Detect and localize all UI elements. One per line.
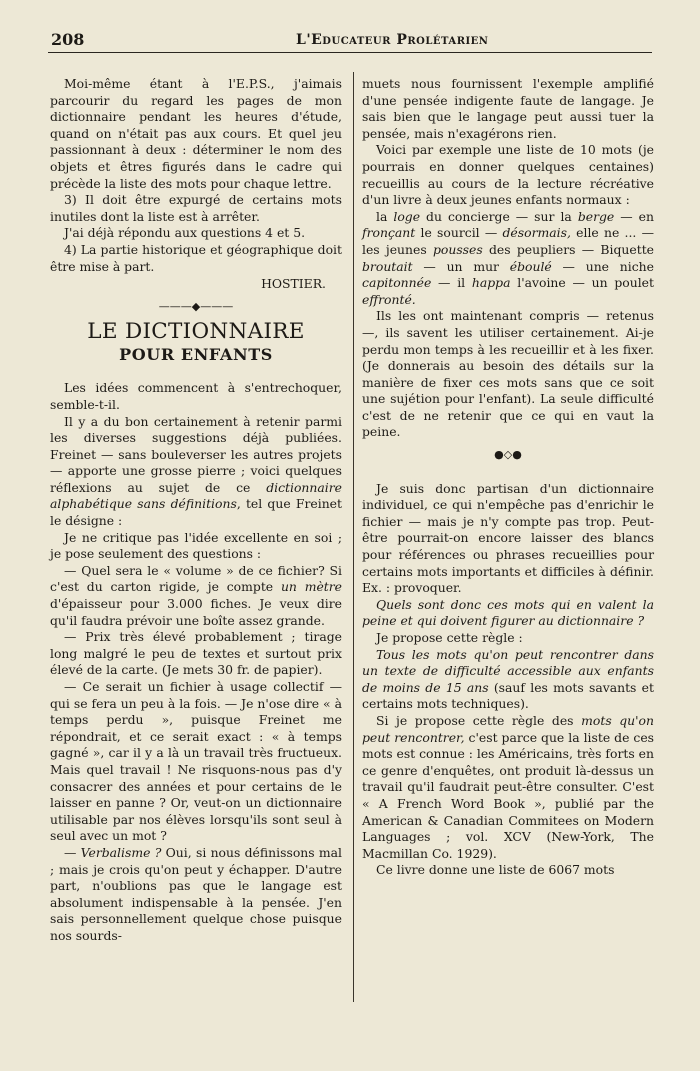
section-ornament: ●◇● [494, 448, 522, 462]
paragraph: Moi-même étant à l'E.P.S., j'aimais parcourir du regard les pages de mon dictionnaire pendant les heures d'étude, quand on n'était pas aux cours. Et quel jeu passionnant à deux : déterminer le nom des objets et êtres figurés dans le cadre qui précède la liste des mots pour chaque lettre. [50, 76, 342, 191]
paragraph: Tous les mots qu'on peut rencontrer dans un texte de difficulté accessible aux enfants de moins de 15 ans (sauf les mots savants et certains mots techniques). [362, 646, 654, 712]
paragraph: Je ne critique pas l'idée excellente en soi ; je pose seulement des questions : [50, 529, 342, 562]
left-column [50, 76, 342, 945]
word-list: la loge du concierge — sur la berge — en fronçant le sourcil — désormais, elle ne ... — les jeunes pousses des peupliers — Biquette broutait — un mur éboulé — une niche capitonnée — il happa l'avoine — un poulet effronté. [362, 208, 655, 307]
paragraph: — Quel sera le « volume » de ce fichier? Si c'est du carton rigide, je compte un mètre d'épaisseur pour 3.000 fiches. Je veux dire qu'il faudra prévoir une boîte assez grande. [50, 562, 343, 628]
paragraph: Je suis donc partisan d'un dictionnaire individuel, ce qui n'empêche pas d'enrichir le fichier — mais je n'y compte pas trop. Peut-être pourrait-on encore laisser des blancs pour références ou phrases recueillies pour certains mots importants et difficiles à définir. Ex. : provoquer. [362, 480, 654, 596]
paragraph: — Ce serait un fichier à usage collectif — qui se fera un peu à la fois. — Je n'ose dire « à temps perdu », puisque Freinet me répondrait, et ce serait exact : « à temps gagné », car il y a là un travail très fructueux. Mais quel travail ! Ne risquons-nous pas d'y consacrer des années et pour certains de le laisser en panne ? Or, veut-on un dictionnaire utilisable par nos élèves lorsqu'ils sont seul à seul avec un mot ? [50, 679, 342, 844]
paragraph: Je propose cette règle : [376, 630, 523, 645]
column-divider [353, 72, 354, 1002]
paragraph: J'ai déjà répondu aux questions 4 et 5. [64, 225, 306, 241]
paragraph: muets nous fournissent l'exemple amplifié d'une pensée indigente faute de langage. Je sais bien que le langage peut aussi tuer la pensée, mais n'exagérons rien. [362, 76, 654, 141]
paragraph: Voici par exemple une liste de 10 mots (je pourrais en donner quelques centaines) recueillis au cours de la lecture récréative d'un livre à deux jeunes enfants normaux : [362, 142, 654, 208]
paragraph: Ce livre donne une liste de 6067 mots [376, 862, 615, 878]
page-header [48, 30, 652, 53]
paragraph: Ils les ont maintenant compris — retenus —, ils savent les utiliser certainement. Ai-je perdu mon temps à les recueillir et à les fixer. (Je donnerais au besoin des détails sur la manière de fixer ces mots sans que ce soit une sujétion pour l'enfant). La seule difficulté c'est de ne retenir que ce qui en vaut la peine. [362, 308, 654, 440]
article-title: LE DICTIONNAIRE [87, 319, 305, 345]
right-column [362, 76, 654, 879]
paragraph: Quels sont donc ces mots qui en valent la peine et qui doivent figurer au dictionnaire ? [362, 596, 654, 629]
article-subtitle: POUR ENFANTS [119, 345, 273, 365]
paragraph: — Prix très élevé probablement ; tirage long malgré le peu de textes et surtout prix élevé de la carte. (Je mets 30 fr. de papier). [50, 629, 342, 678]
paragraph: Il y a du bon certainement à retenir parmi les diverses suggestions déjà publiées. Freinet — sans bouleverser les autres projets — apporte une grosse pierre ; voici quelques réflexions au sujet de ce dictionnaire alphabétique sans définitions, tel que Freinet le désigne : [50, 413, 342, 529]
paragraph: 3) Il doit être expurgé de certains mots inutiles dont la liste est à arrêter. [50, 192, 342, 224]
paragraph: Si je propose cette règle des mots qu'on peut rencontrer, c'est parce que la liste de ces mots est connue : les Américains, très forts en ce genre d'enquêtes, ont produit là-dessus un travail qu'il faudrait peut-être consulter. C'est « A French Word Book », publié par the American & Canadian Commitees on Modern Languages ; vol. XCV (New-York, The Macmillan Co. 1929). [362, 712, 655, 861]
paragraph: Les idées commencent à s'entrechoquer, semble-t-il. [50, 380, 342, 412]
paragraph: — Verbalisme ? Oui, si nous définissons mal ; mais je crois qu'on peut y échapper. D'autre part, n'oublions pas que le langage est absolument indispensable à la pensée. J'en sais personnellement quelque chose puisque nos sourds- [50, 844, 342, 943]
author-signature: HOSTIER. [261, 276, 326, 292]
page-number: 208 [51, 30, 85, 49]
running-title: L'Educateur Prolétarien [296, 32, 489, 48]
section-ornament: ———◆——— [158, 299, 234, 313]
paragraph: 4) La partie historique et géographique doit être mise à part. [50, 241, 342, 274]
